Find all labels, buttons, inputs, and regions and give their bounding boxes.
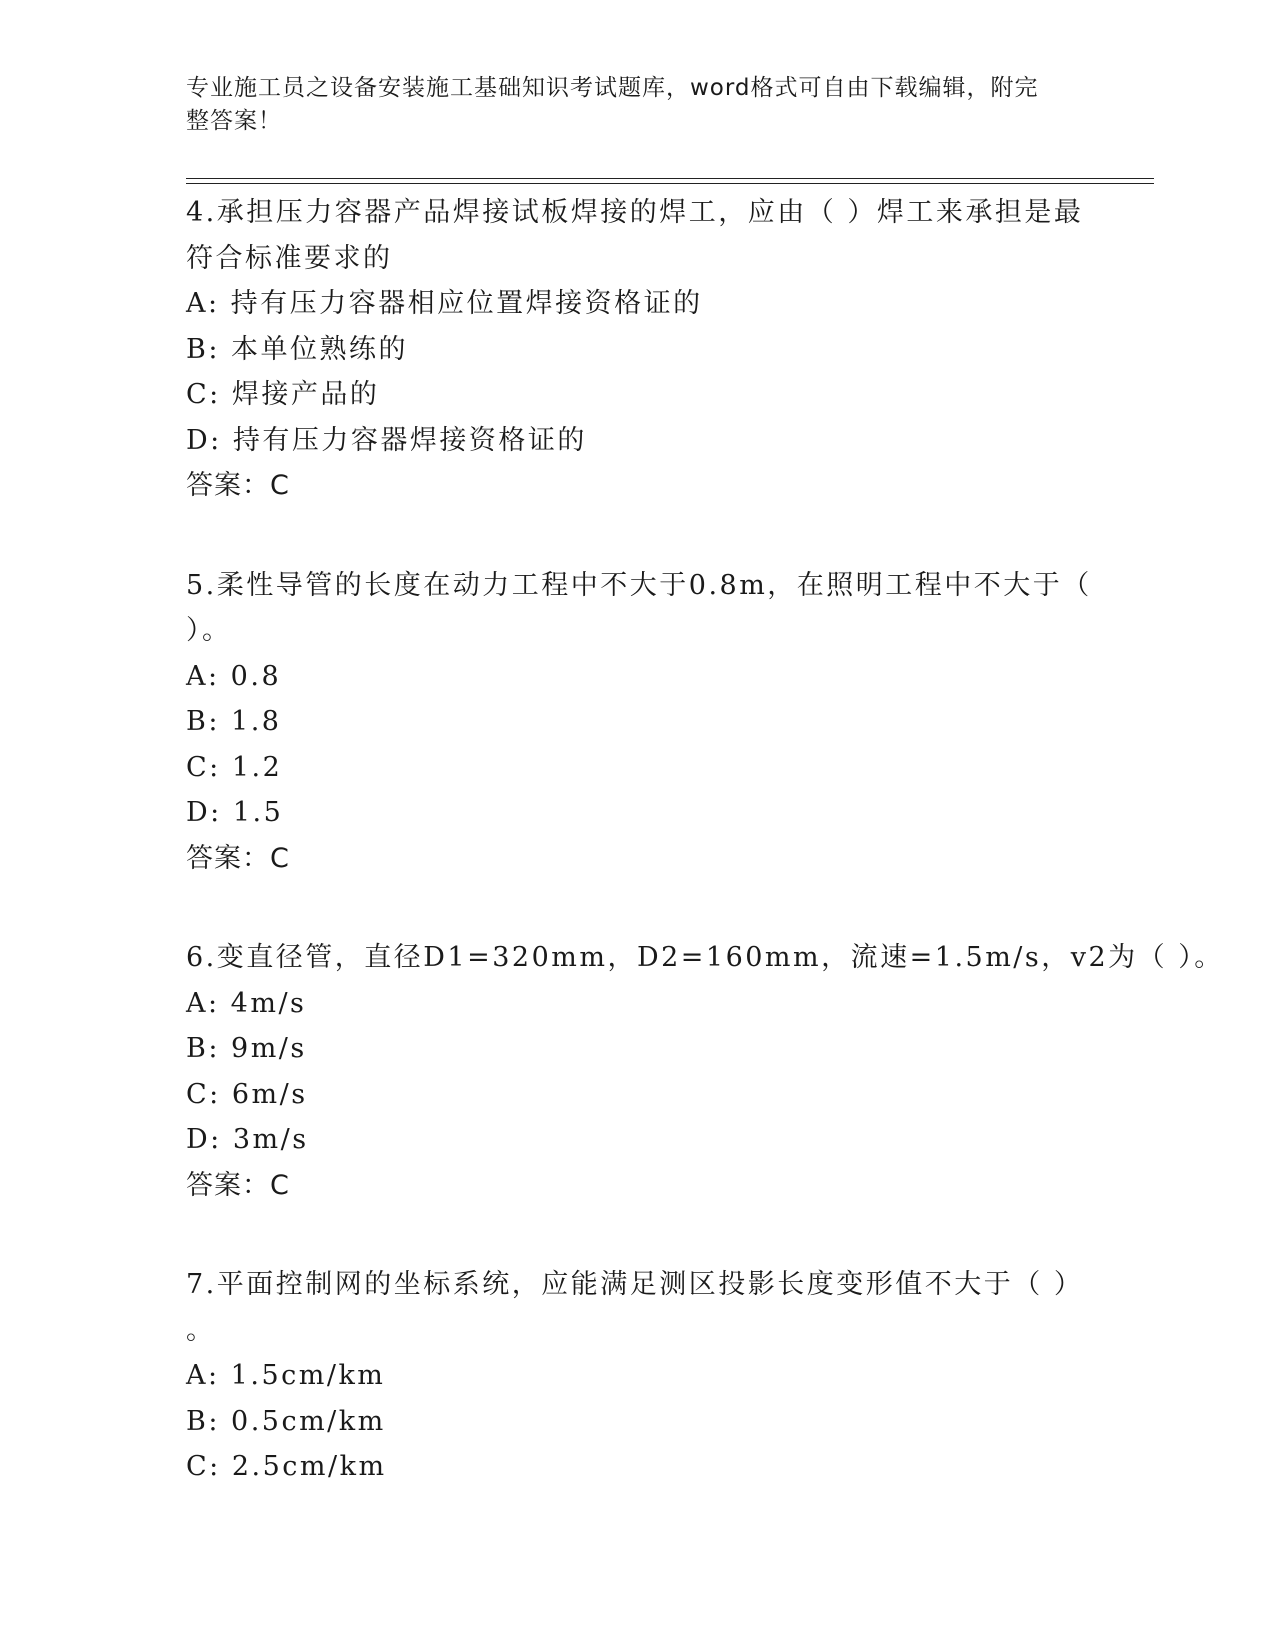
- option-c: C: 1.2: [186, 751, 283, 783]
- option-a: A: 持有压力容器相应位置焊接资格证的: [186, 288, 703, 319]
- answer: 答案：C: [186, 470, 290, 501]
- header-divider-bottom: [186, 183, 1154, 184]
- question-7: [186, 1262, 1086, 1490]
- question-stem: 7.平面控制网的坐标系统，应能满足测区投影长度变形值不大于（ ）: [186, 1269, 1084, 1300]
- option-d: D: 3m/s: [186, 1124, 309, 1155]
- option-c: C: 6m/s: [186, 1078, 308, 1110]
- question-6: [186, 935, 1224, 1208]
- question-5: [186, 563, 1092, 882]
- question-list: [186, 190, 1224, 1544]
- header-divider-top: [186, 178, 1154, 179]
- option-a: A: 4m/s: [186, 987, 307, 1019]
- question-stem: 5.柔性导管的长度在动力工程中不大于0.8m，在照明工程中不大于（: [186, 569, 1092, 601]
- option-c: C: 焊接产品的: [186, 379, 380, 410]
- header-line-2: 整答案！: [186, 108, 282, 134]
- header-line-1: 专业施工员之设备安装施工基础知识考试题库，word格式可自由下载编辑，附完: [186, 75, 1039, 101]
- question-4: [186, 190, 1086, 509]
- question-stem: 6.变直径管，直径D1=320mm，D2=160mm，流速=1.5m/s，v2为（ ）。: [186, 942, 1224, 973]
- option-d: D: 1.5: [186, 797, 284, 828]
- option-a: A: 0.8: [186, 660, 282, 692]
- option-b: B: 0.5cm/km: [186, 1405, 386, 1437]
- question-stem: 4.承担压力容器产品焊接试板焊接的焊工，应由（ ）焊工来承担是最: [186, 197, 1084, 228]
- option-d: D: 持有压力容器焊接资格证的: [186, 424, 587, 456]
- option-b: B: 本单位熟练的: [186, 333, 409, 365]
- option-b: B: 1.8: [186, 706, 282, 737]
- answer: 答案：C: [186, 842, 290, 874]
- answer: 答案：C: [186, 1169, 290, 1201]
- option-c: C: 2.5cm/km: [186, 1451, 387, 1482]
- document-header: [186, 72, 1066, 138]
- question-stem-continued: 。: [186, 1314, 216, 1346]
- question-stem-continued: 符合标准要求的: [186, 242, 393, 274]
- option-b: B: 9m/s: [186, 1033, 307, 1064]
- option-a: A: 1.5cm/km: [186, 1360, 386, 1391]
- question-stem-continued: ）。: [186, 615, 232, 646]
